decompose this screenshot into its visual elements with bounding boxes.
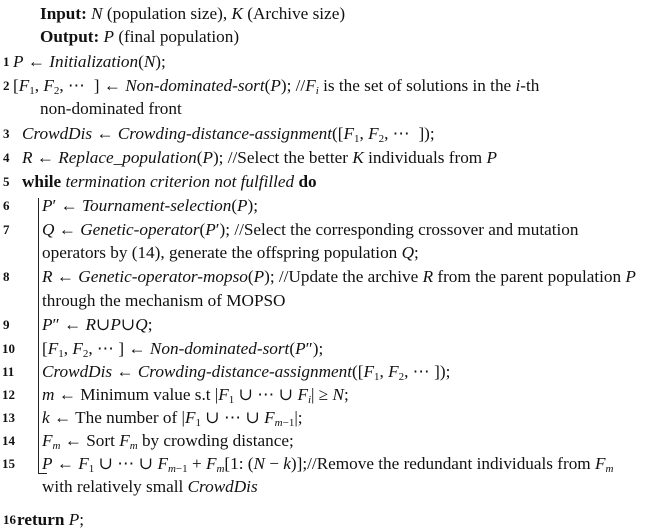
line-number: 1 (3, 54, 10, 69)
line-number: 9 (3, 317, 10, 332)
line-number: 2 (3, 78, 10, 93)
input-label: Input: (40, 4, 87, 23)
output-text: P (final population) (103, 27, 240, 46)
output-label: Output: (40, 27, 100, 46)
line-number: 8 (3, 269, 10, 284)
line-number: 3 (3, 126, 10, 141)
input-line (40, 4, 345, 24)
line-number: 4 (3, 150, 10, 165)
line-number: 12 (2, 387, 15, 402)
line-number: 13 (2, 410, 15, 425)
line-number: 10 (2, 341, 15, 356)
line-number: 11 (2, 364, 15, 379)
output-line (40, 27, 239, 47)
line-number: 15 (2, 456, 15, 471)
input-text: N (population size), K (Archive size) (91, 4, 346, 23)
line-number: 14 (2, 433, 15, 448)
line-number: 7 (3, 222, 10, 237)
line-number: 6 (3, 198, 10, 213)
line-number: 16 (3, 512, 16, 527)
line-number: 5 (3, 174, 10, 189)
